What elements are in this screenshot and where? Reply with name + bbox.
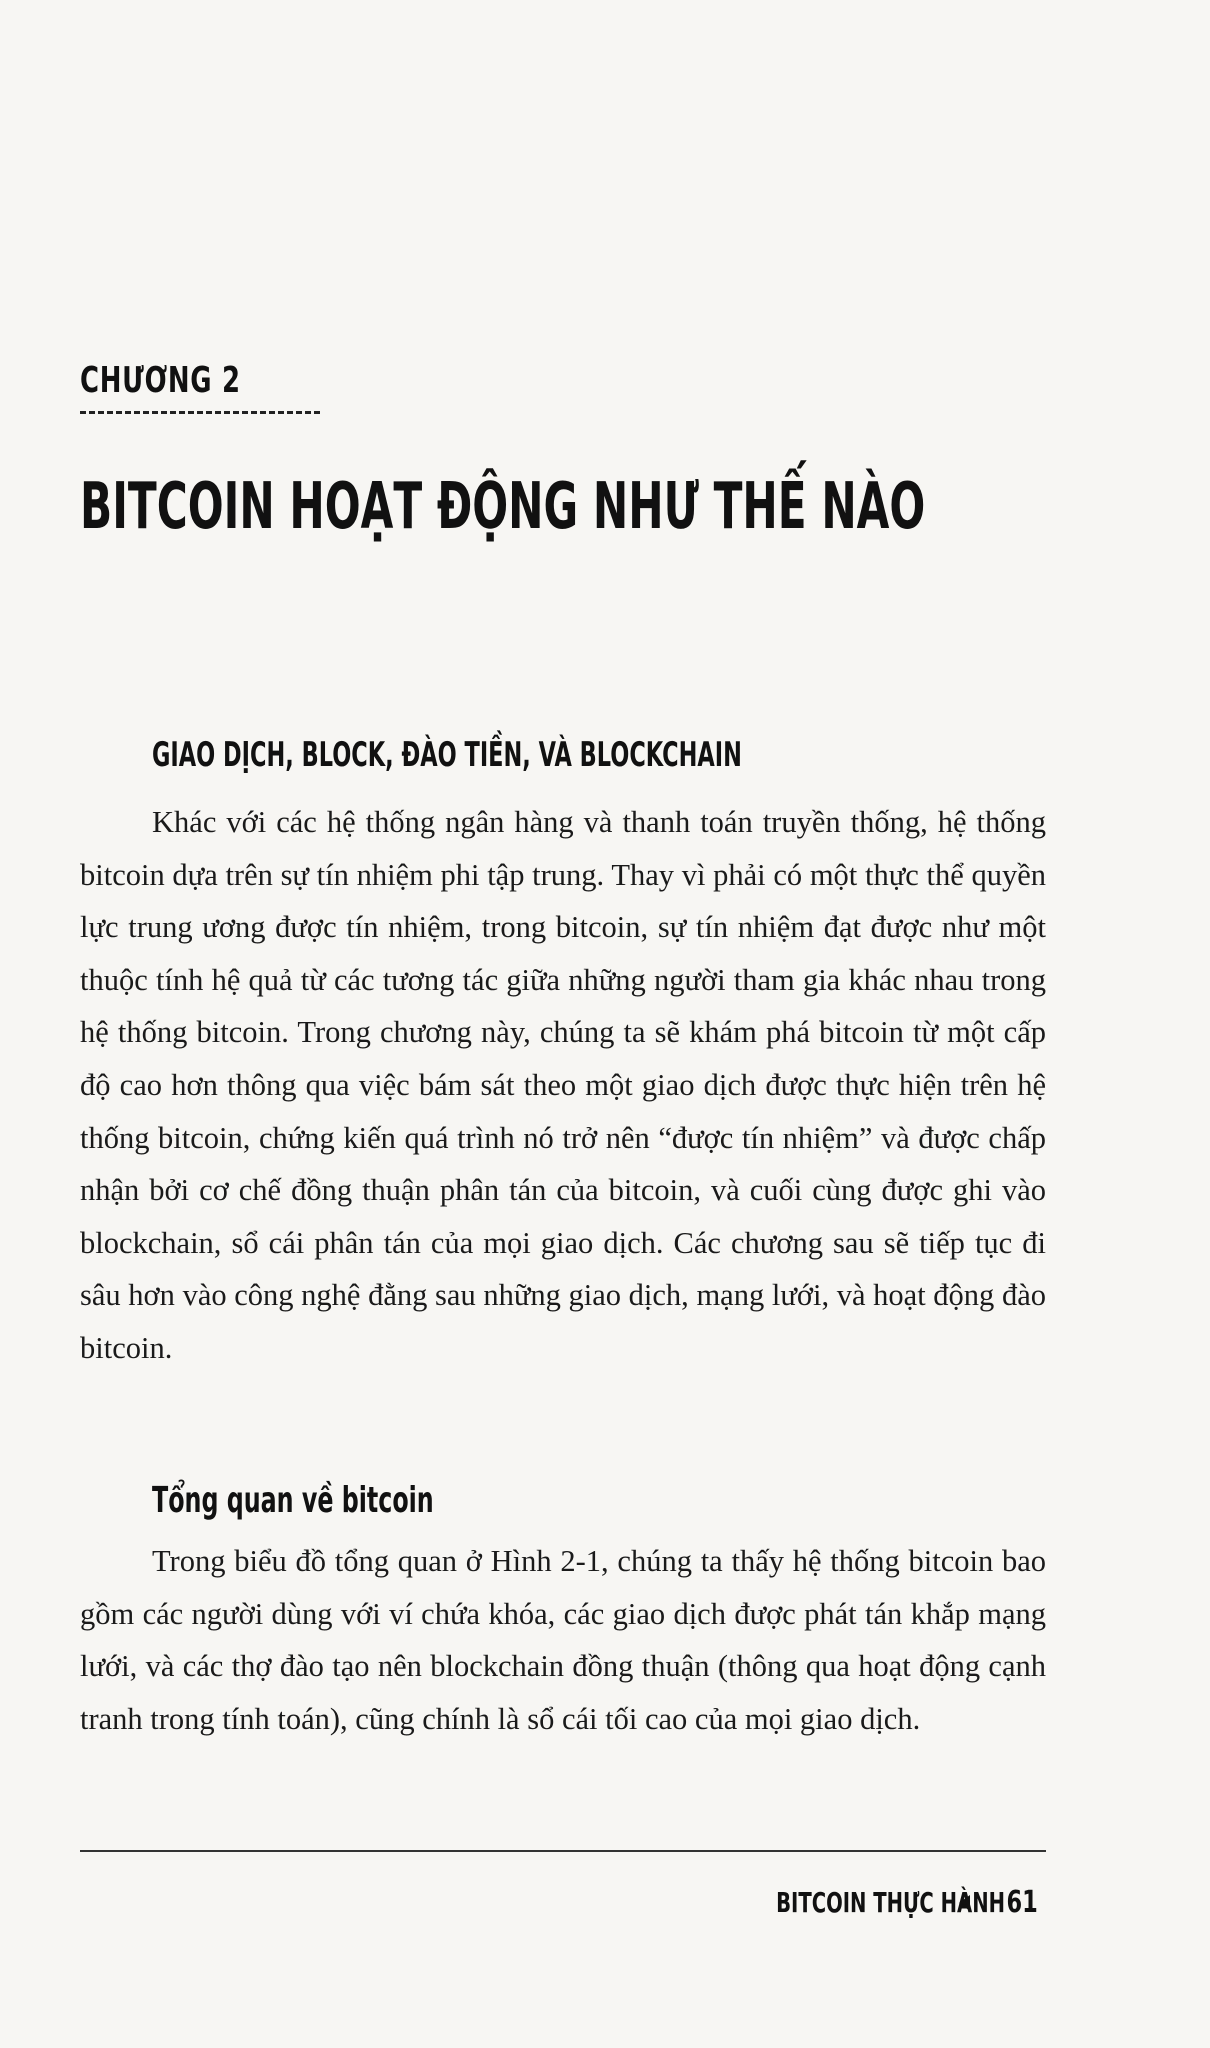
page-number: 61 xyxy=(1006,1885,1038,1920)
subsection-heading: Tổng quan về bitcoin xyxy=(152,1480,434,1521)
chapter-label: CHƯƠNG 2 xyxy=(80,360,241,401)
chapter-title: BITCOIN HOẠT ĐỘNG NHƯ THẾ NÀO xyxy=(80,470,926,544)
section-heading: GIAO DỊCH, BLOCK, ĐÀO TIỀN, VÀ BLOCKCHAIN xyxy=(152,735,742,775)
page-footer xyxy=(678,1885,1038,1920)
footer-book-title: BITCOIN THỰC HÀNH xyxy=(776,1886,1006,1919)
section-paragraph: Khác với các hệ thống ngân hàng và thanh toán truyền thống, hệ thống bitcoin dựa trên sự tín nhiệm phi tập trung. Thay vì phải có một thực thể quyền lực trung ương được tín nhiệm, trong bitcoin, sự tín nhiệm đạt được như một thuộc tính hệ quả từ các tương tác giữa những người tham gia khác nhau trong hệ thống bitcoin. Trong chương này, chúng ta sẽ khám phá bitcoin từ một cấp độ cao hơn thông qua việc bám sát theo một giao dịch được thực hiện trên hệ thống bitcoin, chứng kiến quá trình nó trở nên “được tín nhiệm” và được chấp nhận bởi cơ chế đồng thuận phân tán của bitcoin, và cuối cùng được ghi vào blockchain, sổ cái phân tán của mọi giao dịch. Các chương sau sẽ tiếp tục đi sâu hơn vào công nghệ đằng sau những giao dịch, mạng lưới, và hoạt động đào bitcoin. xyxy=(80,805,1046,1365)
chapter-dashed-rule xyxy=(80,411,320,414)
footer-rule xyxy=(80,1850,1046,1852)
subsection-paragraph: Trong biểu đồ tổng quan ở Hình 2-1, chúng ta thấy hệ thống bitcoin bao gồm các người dùng với ví chứa khóa, các giao dịch được phát tán khắp mạng lưới, và các thợ đào tạo nên blockchain đồng thuận (thông qua hoạt động cạnh tranh trong tính toán), cũng chính là sổ cái tối cao của mọi giao dịch. xyxy=(80,1544,1046,1736)
